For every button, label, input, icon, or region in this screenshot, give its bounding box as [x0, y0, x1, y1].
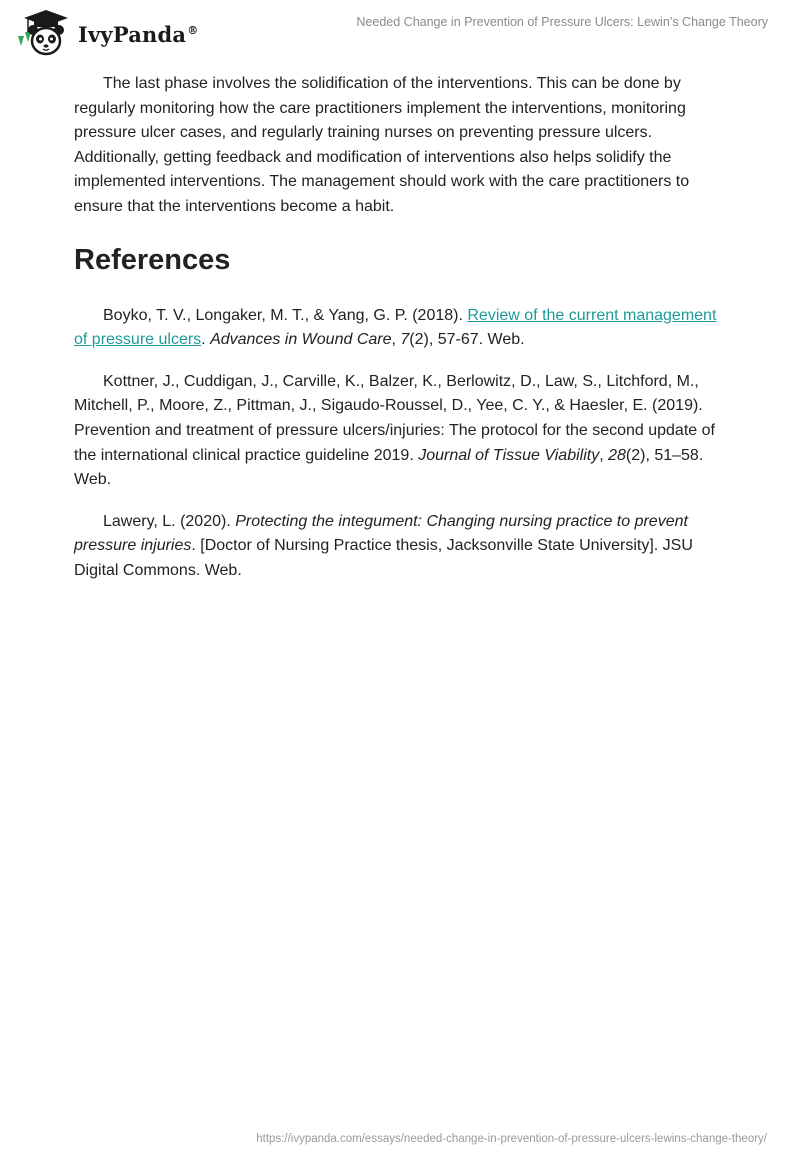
- reference-item: Lawery, L. (2020). Protecting the integument: Changing nursing practice to prevent pressure injuries. [Doctor of Nursing Practice thesis, Jacksonville State University]. JSU Digital Commons. Web.: [74, 512, 693, 579]
- reference-item: Boyko, T. V., Longaker, M. T., & Yang, G. P. (2018). Review of the current management of pressure ulcers. Advances in Wound Care, 7(2), 57-67. Web.: [74, 306, 717, 349]
- reference-link[interactable]: Review of the current management of pressure ulcers: [74, 306, 717, 349]
- document-title: Needed Change in Prevention of Pressure Ulcers: Lewin’s Change Theory: [356, 15, 768, 29]
- panda-graduate-icon: [14, 8, 74, 58]
- page-header: [0, 0, 800, 70]
- reference-item: Kottner, J., Cuddigan, J., Carville, K., Balzer, K., Berlowitz, D., Law, S., Litchford, M., Mitchell, P., Moore, Z., Pittman, J., Sigaudo-Roussel, D., Yee, C. Y., & Haesler, E. (2019). Prevention and treatment of pressure ulcers/injuries: The protocol for the second update of the international clinical practice guideline 2019. Journal of Tissue Viability, 28(2), 51–58. Web.: [74, 372, 715, 489]
- ivypanda-logo[interactable]: [14, 8, 198, 58]
- footer-url[interactable]: https://ivypanda.com/essays/needed-change-in-prevention-of-pressure-ulcers-lewins-change-theory/: [256, 1133, 767, 1145]
- essay-content: [74, 72, 724, 584]
- logo-wordmark: IvyPanda®: [78, 21, 199, 47]
- references-heading: References: [74, 243, 231, 276]
- body-paragraph: The last phase involves the solidification of the interventions. This can be done by regularly monitoring how the care practitioners implement the interventions, monitoring pressure ulcer cases, and regularly training nurses on preventing pressure ulcers. Additionally, getting feedback and modification of interventions also helps solidify the implemented interventions. The management should work with the care practitioners to ensure that the interventions become a habit.: [74, 75, 690, 215]
